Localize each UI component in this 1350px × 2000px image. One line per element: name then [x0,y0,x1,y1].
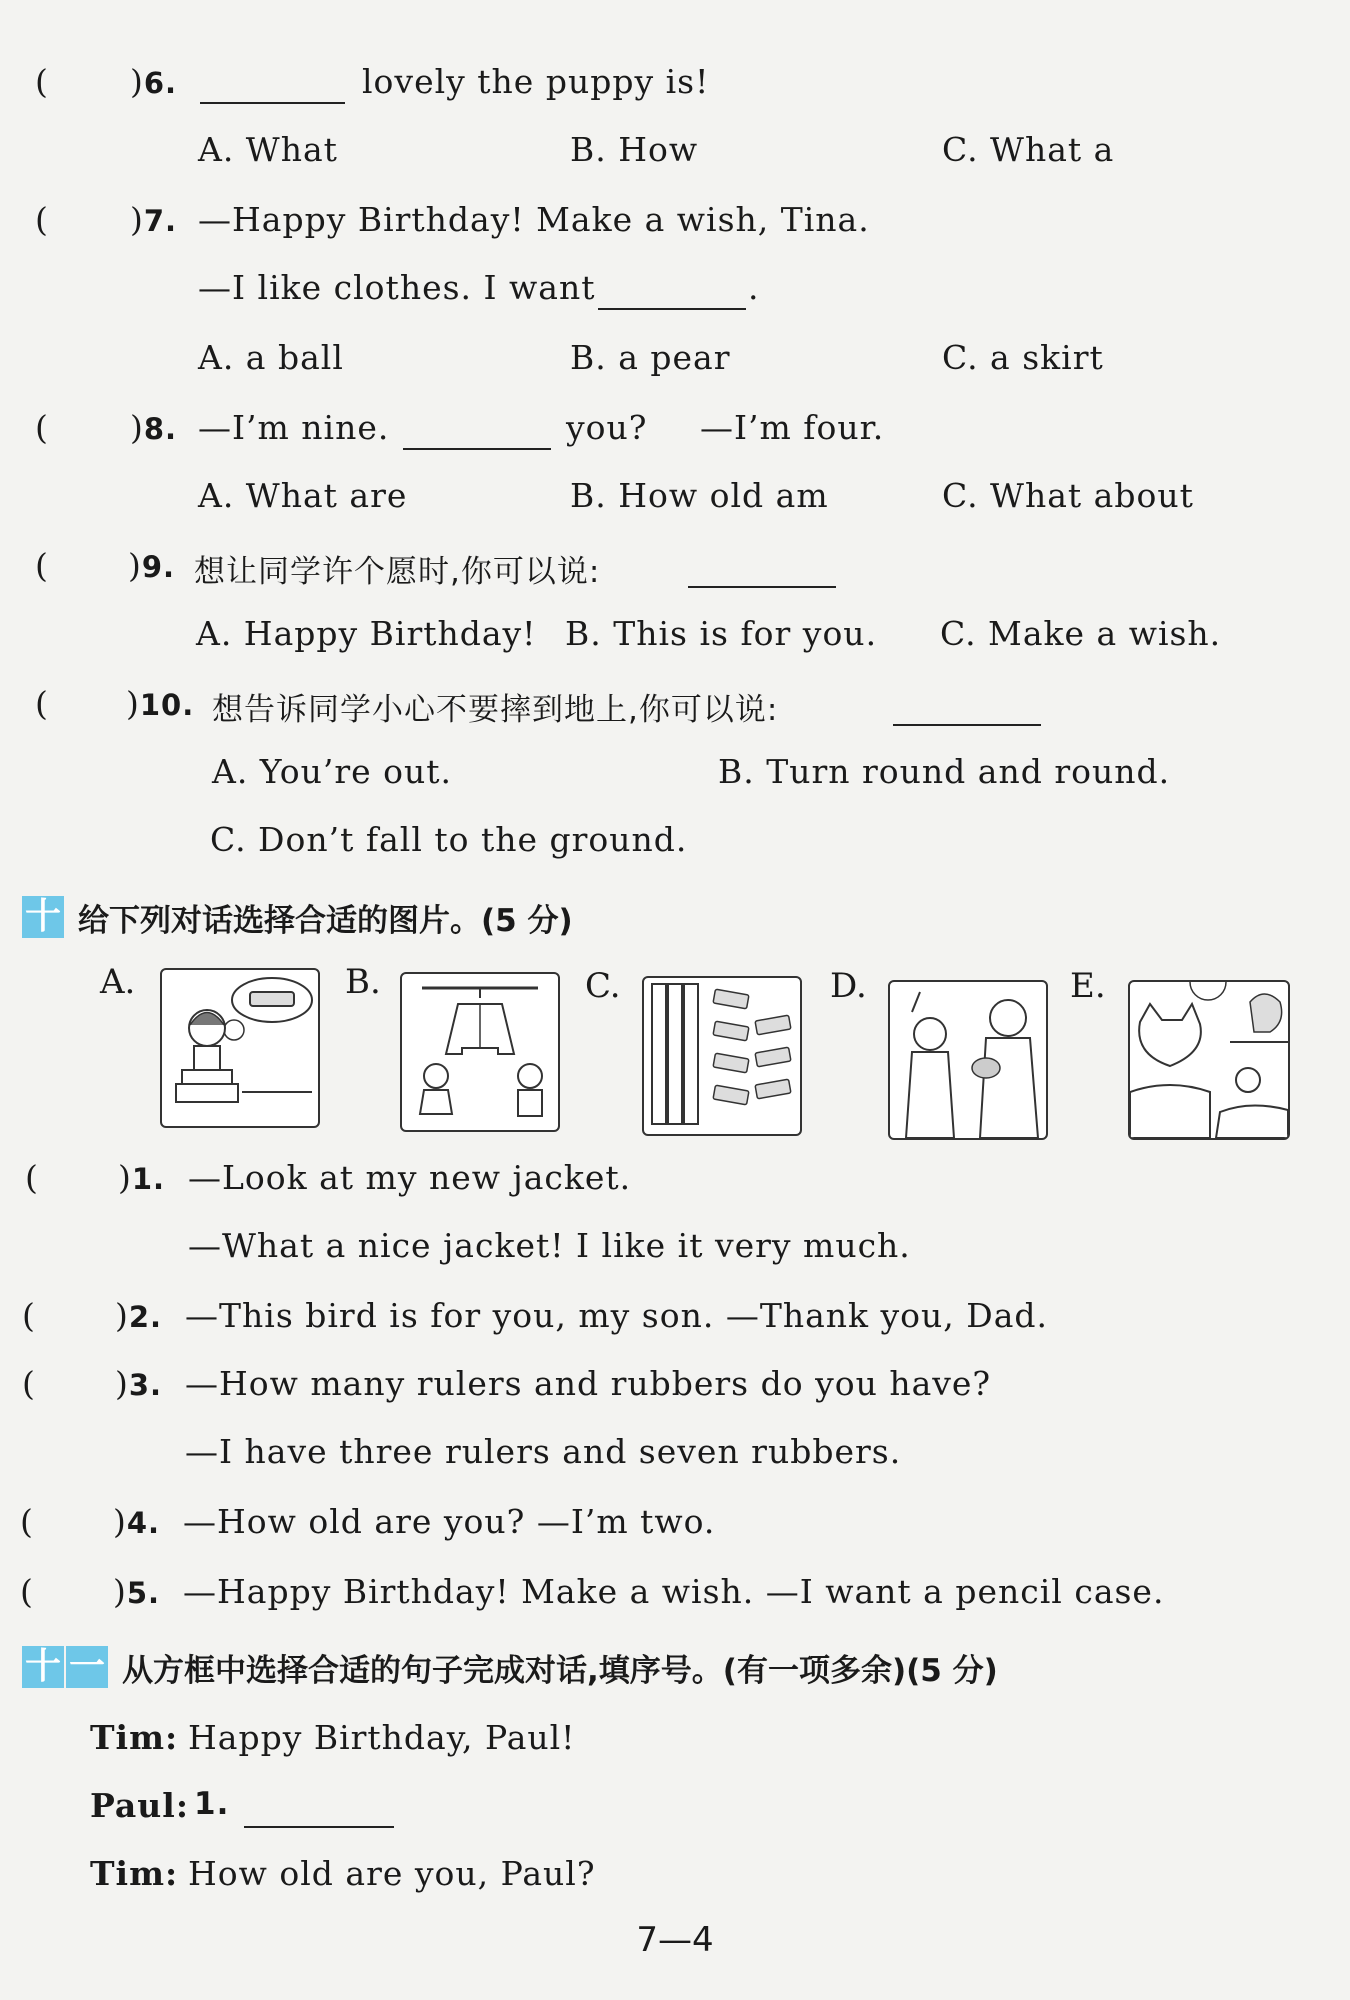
section-title: 给下列对话选择合适的图片。(5 分) [78,902,573,939]
question-text: —Look at my new jacket. [188,1158,632,1197]
speaker-label: Paul: [90,1786,190,1825]
answer-paren-left: ( [20,1572,34,1611]
option-a: A. Happy Birthday! [196,614,537,653]
question-text: —I’m four. [700,408,885,447]
answer-paren-right: )3. [115,1364,163,1403]
options-10-line2 [0,820,1350,870]
father-son-illustration [890,982,1046,1138]
answer-paren-left: ( [20,1502,34,1541]
answer-paren-right: )9. [128,546,176,585]
dialogue-line-1 [0,1718,1350,1768]
answer-blank[interactable] [893,688,1041,726]
match-question-3 [0,1364,1350,1414]
question-text: you? [566,408,648,447]
option-a: A. What [198,130,338,169]
question-text: —Happy Birthday! Make a wish. —I want a pencil case. [183,1572,1165,1611]
question-text: —I like clothes. I want [198,268,596,307]
answer-paren-left: ( [22,1364,36,1403]
options-10 [0,752,1350,802]
dialogue-blank-number: 1. [194,1786,230,1822]
picture-label-a: A. [100,962,136,1002]
dialogue-line-2 [0,1786,1350,1836]
picture-e-cat-mouse [1128,980,1290,1140]
question-6 [0,62,1350,112]
picture-label-c: C. [585,966,621,1006]
match-question-5 [0,1572,1350,1622]
speaker-label: Tim: [90,1854,179,1893]
option-b: B. a pear [570,338,731,377]
answer-paren-right: )10. [126,684,195,723]
question-text: —How many rulers and rubbers do you have? [185,1364,992,1403]
options-9 [0,614,1350,664]
option-c: C. What about [942,476,1194,515]
question-9 [0,546,1350,596]
question-text: lovely the puppy is! [362,62,710,101]
section-number-icon: 十 [22,896,66,938]
picture-label-e: E. [1070,966,1106,1006]
cat-and-mouse-illustration [1130,982,1288,1138]
picture-label-b: B. [345,962,381,1002]
answer-blank[interactable] [598,272,746,310]
question-text: 想让同学许个愿时,你可以说: [194,554,601,590]
options-7 [0,338,1350,388]
match-question-1-line2 [0,1226,1350,1276]
option-c: C. a skirt [942,338,1104,377]
question-7 [0,200,1350,250]
question-10 [0,684,1350,734]
answer-blank[interactable] [403,412,551,450]
question-text: —Happy Birthday! Make a wish, Tina. [198,200,870,239]
match-question-4 [0,1502,1350,1552]
picture-label-d: D. [830,966,867,1006]
answer-blank[interactable] [244,1790,394,1828]
rulers-and-rubbers-illustration [644,978,800,1134]
section-number-icon: 十 一 [22,1646,110,1688]
question-text: —What a nice jacket! I like it very much. [188,1226,911,1265]
picture-b-jacket [400,972,560,1132]
answer-paren-right: )5. [113,1572,161,1611]
option-a: A. You’re out. [212,752,453,791]
question-text: —This bird is for you, my son. —Thank you, Dad. [185,1296,1049,1335]
section-11-heading [22,1643,998,1691]
answer-paren-right: )4. [113,1502,161,1541]
question-8 [0,408,1350,458]
match-question-2 [0,1296,1350,1346]
page-number: 7—4 [636,1920,714,1960]
option-b: B. Turn round and round. [718,752,1171,791]
section-10-heading [22,893,573,941]
match-question-1 [0,1158,1350,1208]
picture-d-father-son-bird [888,980,1048,1140]
period: . [748,268,760,307]
answer-paren-right: )8. [130,408,178,447]
answer-paren-right: )7. [130,200,178,239]
options-6 [0,130,1350,180]
answer-blank[interactable] [688,550,836,588]
question-text: 想告诉同学小心不要摔到地上,你可以说: [212,692,779,728]
answer-paren-left: ( [35,200,49,239]
question-7-line2 [0,268,1350,318]
answer-paren-right: )2. [115,1296,163,1335]
option-c: C. What a [942,130,1115,169]
question-text: —I have three rulers and seven rubbers. [185,1432,902,1471]
answer-paren-left: ( [22,1296,36,1335]
option-c: C. Make a wish. [940,614,1222,653]
jacket-illustration [402,974,558,1130]
picture-a-birthday-girl [160,968,320,1128]
dialogue-text: Happy Birthday, Paul! [188,1718,576,1757]
option-b: B. How old am [570,476,829,515]
answer-blank[interactable] [200,66,345,104]
section-title: 从方框中选择合适的句子完成对话,填序号。(有一项多余)(5 分) [122,1652,998,1689]
answer-paren-left: ( [25,1158,39,1197]
answer-paren-left: ( [35,408,49,447]
option-a: A. a ball [198,338,344,377]
option-b: B. How [570,130,699,169]
question-text: —I’m nine. [198,408,390,447]
answer-paren-right: )6. [130,62,178,101]
dialogue-text: How old are you, Paul? [188,1854,596,1893]
answer-paren-left: ( [35,684,49,723]
answer-paren-right: )1. [118,1158,166,1197]
speaker-label: Tim: [90,1718,179,1757]
answer-paren-left: ( [35,546,49,585]
match-question-3-line2 [0,1432,1350,1482]
answer-paren-left: ( [35,62,49,101]
question-text: —How old are you? —I’m two. [183,1502,716,1541]
option-c: C. Don’t fall to the ground. [210,820,688,859]
option-b: B. This is for you. [565,614,878,653]
dialogue-line-3 [0,1854,1350,1904]
option-a: A. What are [198,476,408,515]
picture-c-rulers-rubbers [642,976,802,1136]
birthday-cake-illustration [162,970,318,1126]
options-8 [0,476,1350,526]
